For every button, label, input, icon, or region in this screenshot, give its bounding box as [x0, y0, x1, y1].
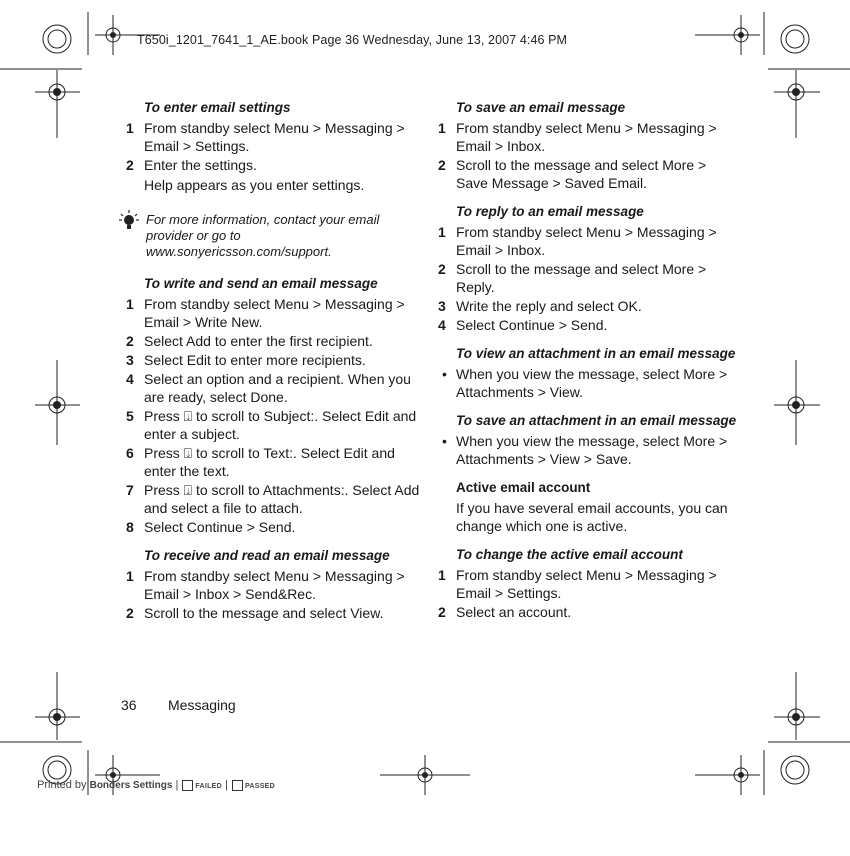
page-header: T650i_1201_7641_1_AE.book Page 36 Wednesday, June 13, 2007 4:46 PM [137, 33, 568, 47]
step-number: 1 [438, 567, 446, 583]
lightbulb-icon [118, 209, 140, 231]
list-item [126, 351, 426, 369]
bullet-text: When you view the message, select More > Attachments > View. [456, 366, 728, 400]
note-text: Help appears as you enter settings. [144, 177, 365, 193]
step-text: From standby select Menu > Messaging > Email > Inbox. [456, 120, 717, 154]
steps-list [438, 119, 738, 192]
checkbox-icon [182, 780, 193, 791]
section-name: Messaging [168, 697, 236, 713]
step-text: Select Continue > Send. [144, 519, 296, 535]
step-number: 8 [126, 519, 134, 535]
step-text: Scroll to the message and select More > Save Message > Saved Email. [456, 157, 707, 191]
bullet-mark: • [442, 433, 447, 449]
list-item [438, 365, 738, 401]
step-number: 1 [126, 120, 134, 136]
step-number: 4 [126, 371, 134, 387]
section-receive-read [126, 548, 426, 622]
step-text: Scroll to the message and select More > Reply. [456, 261, 707, 295]
step-text: Press ⍗ to scroll to Subject:. Select Edit and enter a subject. [144, 408, 417, 442]
step-number: 6 [126, 445, 134, 461]
list-item [126, 407, 426, 443]
section-heading: To save an attachment in an email message [456, 413, 737, 428]
step-text: From standby select Menu > Messaging > Email > Inbox. [456, 224, 717, 258]
list-item [438, 260, 738, 296]
step-text: Scroll to the message and select View. [144, 605, 384, 621]
list-item [438, 316, 738, 334]
section-heading: To write and send an email message [144, 276, 378, 291]
step-number: 2 [126, 157, 134, 173]
section-heading: To receive and read an email message [144, 548, 390, 563]
tip-box [126, 212, 426, 260]
step-text: From standby select Menu > Messaging > Email > Settings. [456, 567, 717, 601]
page-footer [121, 697, 236, 713]
step-text: From standby select Menu > Messaging > Email > Settings. [144, 120, 405, 154]
section-heading: To save an email message [456, 100, 626, 115]
list-item [126, 567, 426, 603]
step-number: 1 [438, 120, 446, 136]
step-text: From standby select Menu > Messaging > Email > Inbox > Send&Rec. [144, 568, 405, 602]
step-number: 2 [438, 604, 446, 620]
step-number: 1 [126, 296, 134, 312]
step-text: Select Continue > Send. [456, 317, 608, 333]
step-text: From standby select Menu > Messaging > Email > Write New. [144, 296, 405, 330]
list-item [438, 119, 738, 155]
step-number: 1 [126, 568, 134, 584]
steps-list [438, 223, 738, 334]
section-heading: To enter email settings [144, 100, 291, 115]
step-number: 1 [438, 224, 446, 240]
list-item [438, 432, 738, 468]
failed-label: FAILED [195, 783, 223, 790]
step-number: 4 [438, 317, 446, 333]
steps-list [438, 566, 738, 621]
list-item [126, 119, 426, 155]
printed-by-line: Printed by Bonders Settings | FAILED | PASSED [37, 779, 276, 791]
section-view-attachment [438, 346, 738, 401]
step-number: 2 [126, 333, 134, 349]
section-heading: To change the active email account [456, 547, 683, 562]
step-text: Press ⍗ to scroll to Text:. Select Edit and enter the text. [144, 445, 395, 479]
step-text: Select Add to enter the first recipient. [144, 333, 373, 349]
step-number: 2 [126, 605, 134, 621]
steps-list [126, 567, 426, 622]
section-save-message [438, 100, 738, 192]
bullet-text: When you view the message, select More > Attachments > View > Save. [456, 433, 728, 467]
body-text: If you have several email accounts, you can change which one is active. [456, 500, 728, 534]
step-number: 7 [126, 482, 134, 498]
tip-text: For more information, contact your email provider or go to www.sonyericsson.com/support. [146, 212, 380, 259]
printed-by-prefix: Printed by [37, 779, 87, 791]
list-item [438, 566, 738, 602]
steps-list [126, 119, 426, 174]
step-text: Press ⍗ to scroll to Attachments:. Select Add and select a file to attach. [144, 482, 420, 516]
section-heading: Active email account [456, 480, 591, 495]
list-item [438, 603, 738, 621]
section-heading: To view an attachment in an email message [456, 346, 736, 361]
list-item [126, 481, 426, 517]
list-item [126, 295, 426, 331]
step-text: Select Edit to enter more recipients. [144, 352, 366, 368]
bullet-mark: • [442, 366, 447, 382]
list-item [126, 518, 426, 536]
list-item [438, 156, 738, 192]
printer-brand: Bonders Settings [89, 780, 173, 791]
list-item [438, 223, 738, 259]
step-text: Select an option and a recipient. When you are ready, select Done. [144, 371, 411, 405]
page-number: 36 [121, 697, 137, 713]
step-number: 2 [438, 157, 446, 173]
list-item [126, 370, 426, 406]
list-item [126, 444, 426, 480]
section-reply [438, 204, 738, 334]
section-save-attachment [438, 413, 738, 468]
step-number: 3 [438, 298, 446, 314]
step-number: 3 [126, 352, 134, 368]
section-active-account [438, 480, 738, 535]
list-item [126, 156, 426, 174]
passed-label: PASSED [244, 783, 276, 790]
section-write-send [126, 276, 426, 536]
step-text: Select an account. [456, 604, 572, 620]
step-text: Enter the settings. [144, 157, 257, 173]
left-column [126, 100, 426, 634]
list-item [438, 297, 738, 315]
step-text: Write the reply and select OK. [456, 298, 642, 314]
checkbox-icon [232, 780, 243, 791]
list-item [126, 604, 426, 622]
section-heading: To reply to an email message [456, 204, 644, 219]
list-item [126, 332, 426, 350]
right-column [438, 100, 738, 633]
steps-list [126, 295, 426, 536]
section-email-settings [126, 100, 426, 194]
section-change-account [438, 547, 738, 621]
step-number: 2 [438, 261, 446, 277]
step-number: 5 [126, 408, 134, 424]
